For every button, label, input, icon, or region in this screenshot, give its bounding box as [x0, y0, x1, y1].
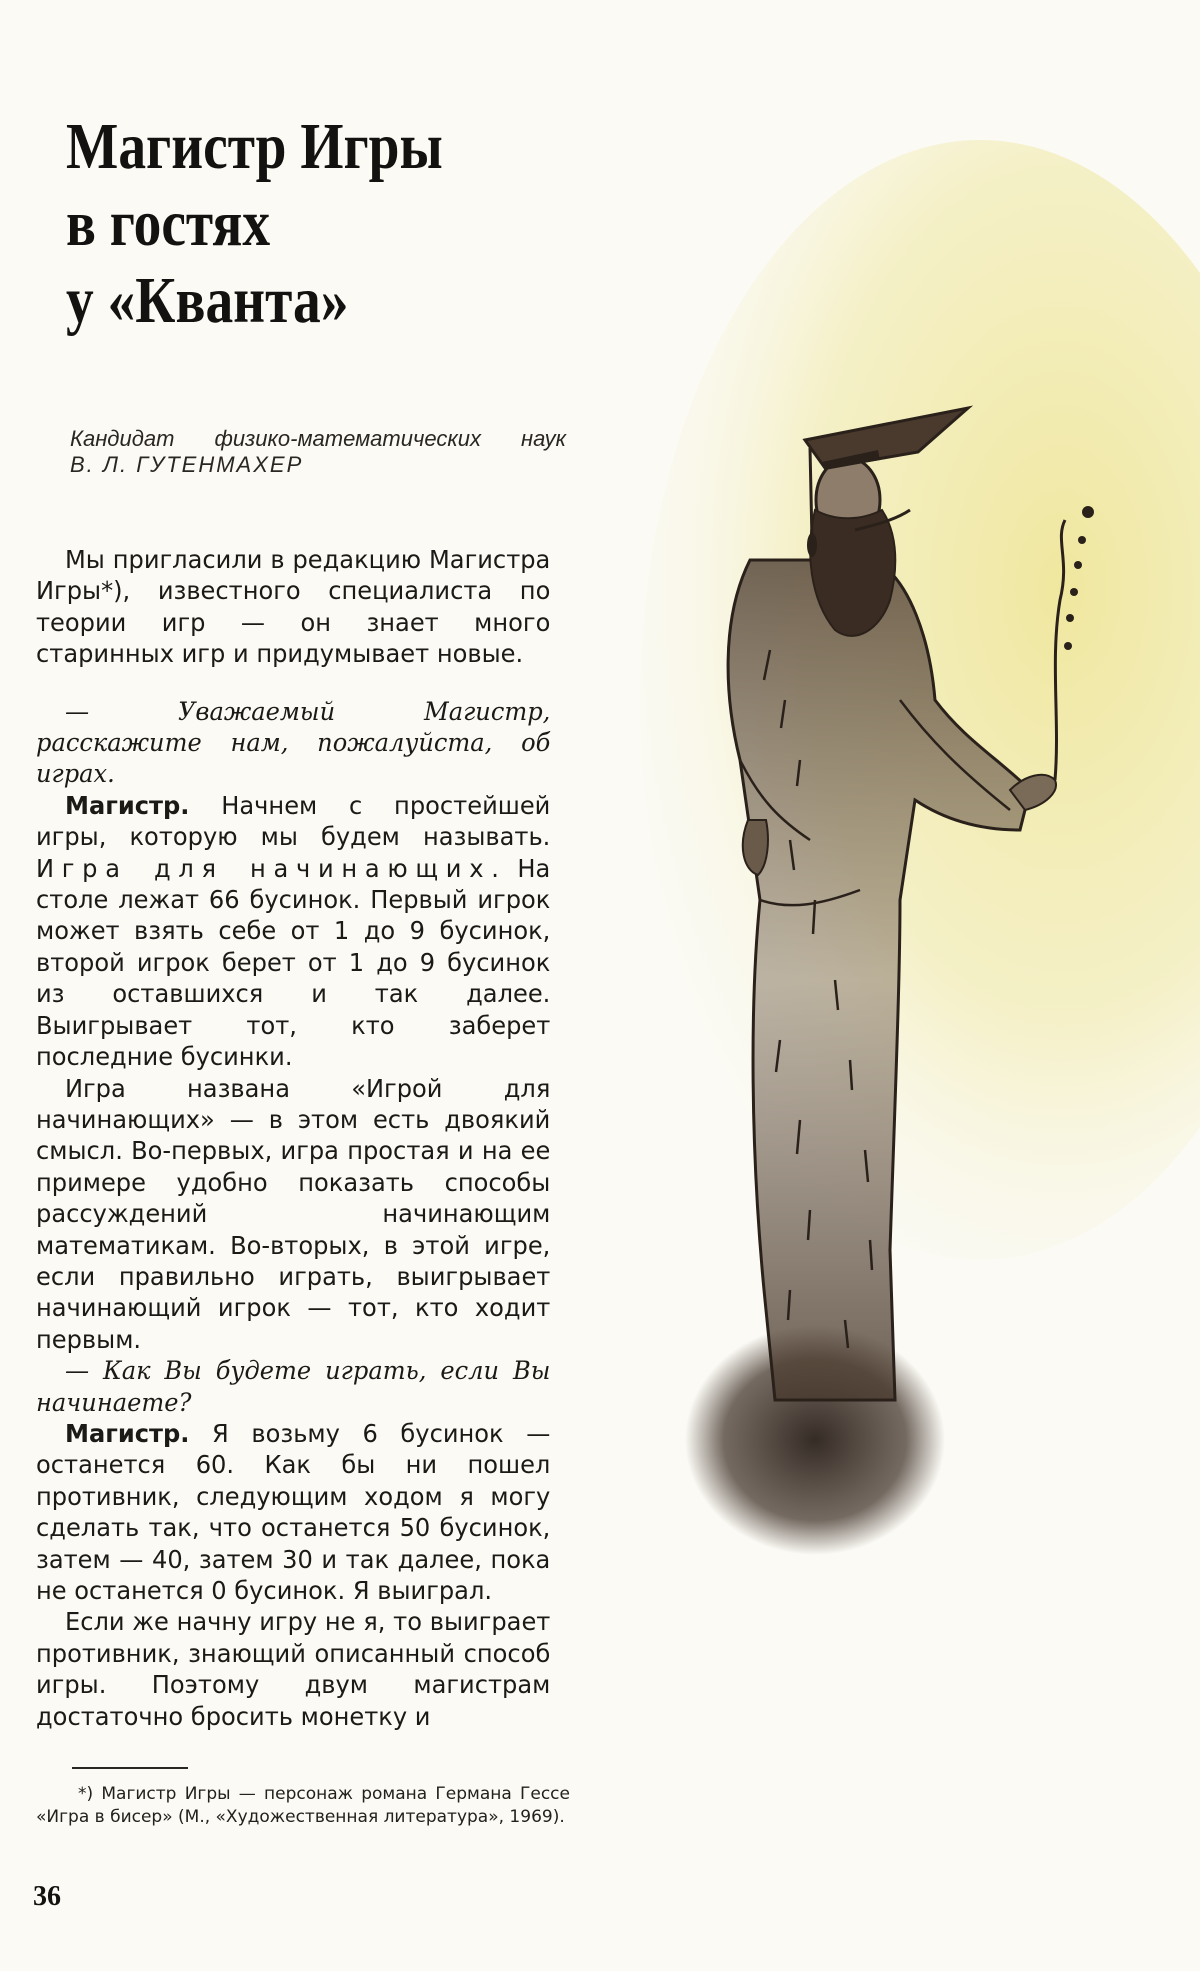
article-body	[36, 544, 550, 1732]
paragraph: Мы пригласили в редакцию Магистра Игры*), известного специалиста по теории игр — он знает много старинных игр и придумывает новые.	[36, 545, 551, 669]
author-credentials: Кандидат физико-математических наук	[70, 426, 566, 451]
interviewer-question: — Как Вы будете играть, если Вы начинаете?	[36, 1356, 551, 1417]
footnote-divider	[72, 1767, 188, 1769]
cap-tassel	[810, 448, 812, 540]
interviewer-question: — Уважаемый Магистр, расскажите нам, пожалуйста, об играх.	[36, 696, 551, 789]
title-line: у «Кванта»	[66, 264, 349, 337]
paragraph: Игра названа «Игрой для начинающих» — в этом есть двоякий смысл. Во-первых, игра простая и на ее примере удобно показать способы рассуждений начинающим математикам. Во-вторых, в этой игре, если правильно играть, выигрывает начинающий игрок — тот, кто ходит первым.	[36, 1073, 551, 1354]
tassel-end	[807, 533, 817, 557]
footnote: *) Магистр Игры — персонаж романа Германа Гессе «Игра в бисер» (М., «Художественная литература», 1969).	[36, 1784, 570, 1827]
speaker-label: Магистр.	[64, 790, 190, 820]
title-line: в гостях	[66, 187, 271, 260]
paragraph: Магистр. Я возьму 6 бусинок — останется 60. Как бы ни пошел противник, следующим ходом я могу сделать так, что останется 50 бусинок, затем — 40, затем 30 и так далее, пока не останется 0 бусинок. Я выиграл.	[36, 1418, 551, 1605]
author-name: В. Л. ГУТЕНМАХЕР	[70, 452, 304, 477]
article-title	[66, 108, 503, 339]
paragraph: Если же начну игру не я, то выиграет противник, знающий описанный способ игры. Поэтому двум магистрам достаточно бросить монетку и	[36, 1607, 551, 1731]
paragraph: Магистр. Начнем с простейшей игры, которую мы будем называть. Игра для начинающих. На столе лежат 66 бусинок. Первый игрок может взять себе от 1 до 9 бусинок, второй игрок берет от 1 до 9 бусинок из оставшихся и так далее. Выигрывает тот, кто заберет последние бусинки.	[36, 790, 551, 1072]
author-byline	[70, 426, 570, 478]
title-line: Магистр Игры	[66, 110, 443, 183]
page-number: 36	[33, 1881, 61, 1912]
game-master-illustration	[600, 0, 1200, 1971]
speaker-label: Магистр.	[64, 1418, 190, 1448]
game-name: Игра для начинающих	[36, 853, 492, 883]
